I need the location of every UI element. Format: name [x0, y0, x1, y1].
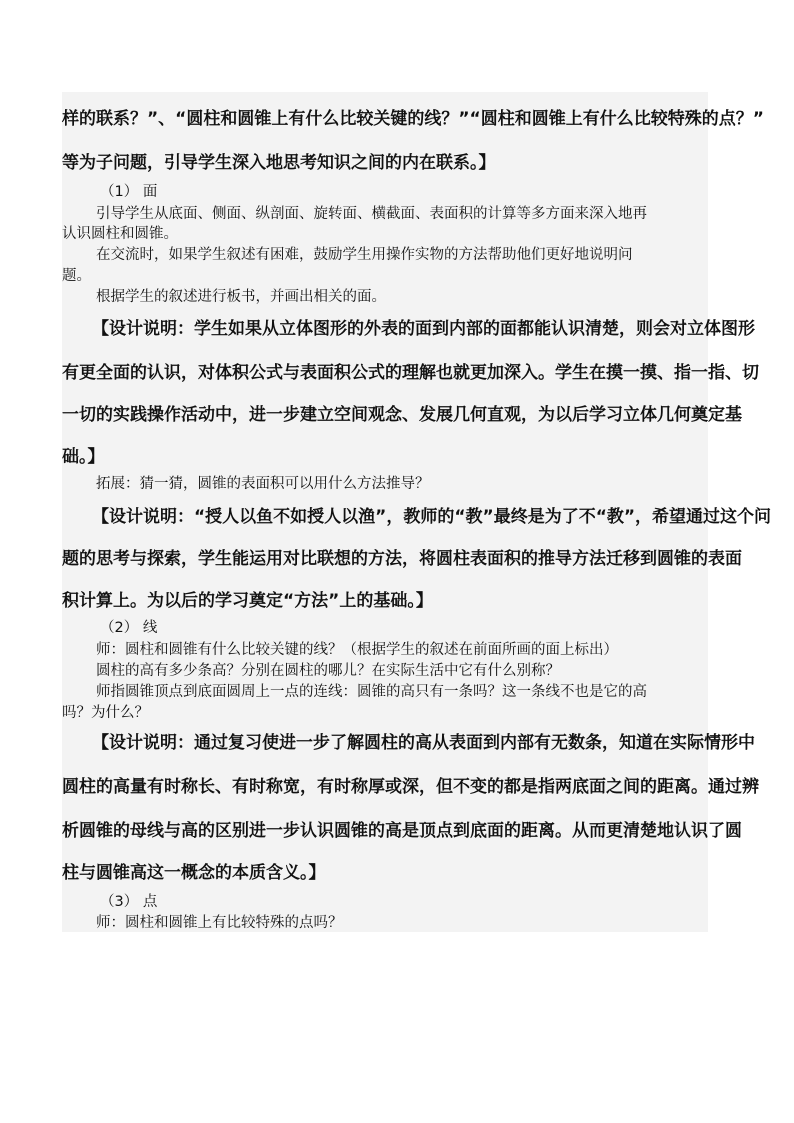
paragraph-line: 师：圆柱和圆锥上有比较特殊的点吗？: [96, 915, 343, 931]
extension-question: 拓展：猜一猜，圆锥的表面积可以用什么方法推导？: [96, 476, 430, 492]
design-note-line: 一切的实践操作活动中，进一步建立空间观念、发展几何直观，为以后学习立体几何奠定基: [62, 405, 742, 425]
paragraph-line: 师：圆柱和圆锥有什么比较关键的线？（根据学生的叙述在前面所画的面上标出）: [96, 642, 618, 658]
section-heading-line: （2） 线: [100, 620, 158, 636]
section-heading-point: （3） 点: [100, 894, 158, 910]
design-note-line: 圆柱的高量有时称长、有时称宽，有时称厚或深，但不变的都是指两底面之间的距离。通过辨: [62, 777, 759, 797]
paragraph-line: 在交流时，如果学生叙述有困难，鼓励学生用操作实物的方法帮助他们更好地说明问: [96, 247, 633, 263]
content-block: [62, 92, 772, 932]
paragraph-line: 等为子问题，引导学生深入地思考知识之间的内在联系。】: [62, 153, 496, 173]
design-note-line: 题的思考与探索，学生能运用对比联想的方法，将圆柱表面积的推导方法迁移到圆锥的表面: [62, 549, 742, 569]
paragraph-line: 引导学生从底面、侧面、纵剖面、旋转面、横截面、表面积的计算等多方面来深入地再: [96, 206, 647, 222]
paragraph-line: 师指圆锥顶点到底面圆周上一点的连线：圆锥的高只有一条吗？这一条线不也是它的高: [96, 684, 647, 700]
design-note-line: 积计算上。为以后的学习奠定“方法”上的基础。】: [62, 591, 433, 611]
design-note-line: 有更全面的认识，对体积公式与表面积公式的理解也就更加深入。学生在摸一摸、指一指、切: [62, 363, 759, 383]
design-note-line: 柱与圆锥高这一概念的本质含义。】: [62, 863, 326, 883]
design-note-line: 【设计说明：“授人以鱼不如授人以渔”，教师的“教”最终是为了不“教”，希望通过这个问: [92, 507, 772, 527]
paragraph-line: 吗？为什么？: [62, 705, 149, 721]
section-heading-face: （1） 面: [100, 184, 158, 200]
paragraph-line: 样的联系？”、“圆柱和圆锥上有什么比较关键的线？”“圆柱和圆锥上有什么比较特殊的点？”: [62, 109, 764, 129]
paragraph-line: 圆柱的高有多少条高？分别在圆柱的哪儿？在实际生活中它有什么别称？: [96, 663, 560, 679]
paragraph-line: 题。: [62, 268, 91, 284]
paragraph-line: 根据学生的叙述进行板书，并画出相关的面。: [96, 289, 386, 305]
design-note-line: 础。】: [62, 447, 105, 467]
design-note-line: 析圆锥的母线与高的区别进一步认识圆锥的高是顶点到底面的距离。从而更清楚地认识了圆: [62, 821, 742, 841]
paragraph-line: 认识圆柱和圆锥。: [62, 226, 178, 242]
design-note-line: 【设计说明：学生如果从立体图形的外表的面到内部的面都能认识清楚，则会对立体图形: [92, 319, 755, 339]
design-note-line: 【设计说明：通过复习使进一步了解圆柱的高从表面到内部有无数条，知道在实际情形中: [92, 733, 755, 753]
